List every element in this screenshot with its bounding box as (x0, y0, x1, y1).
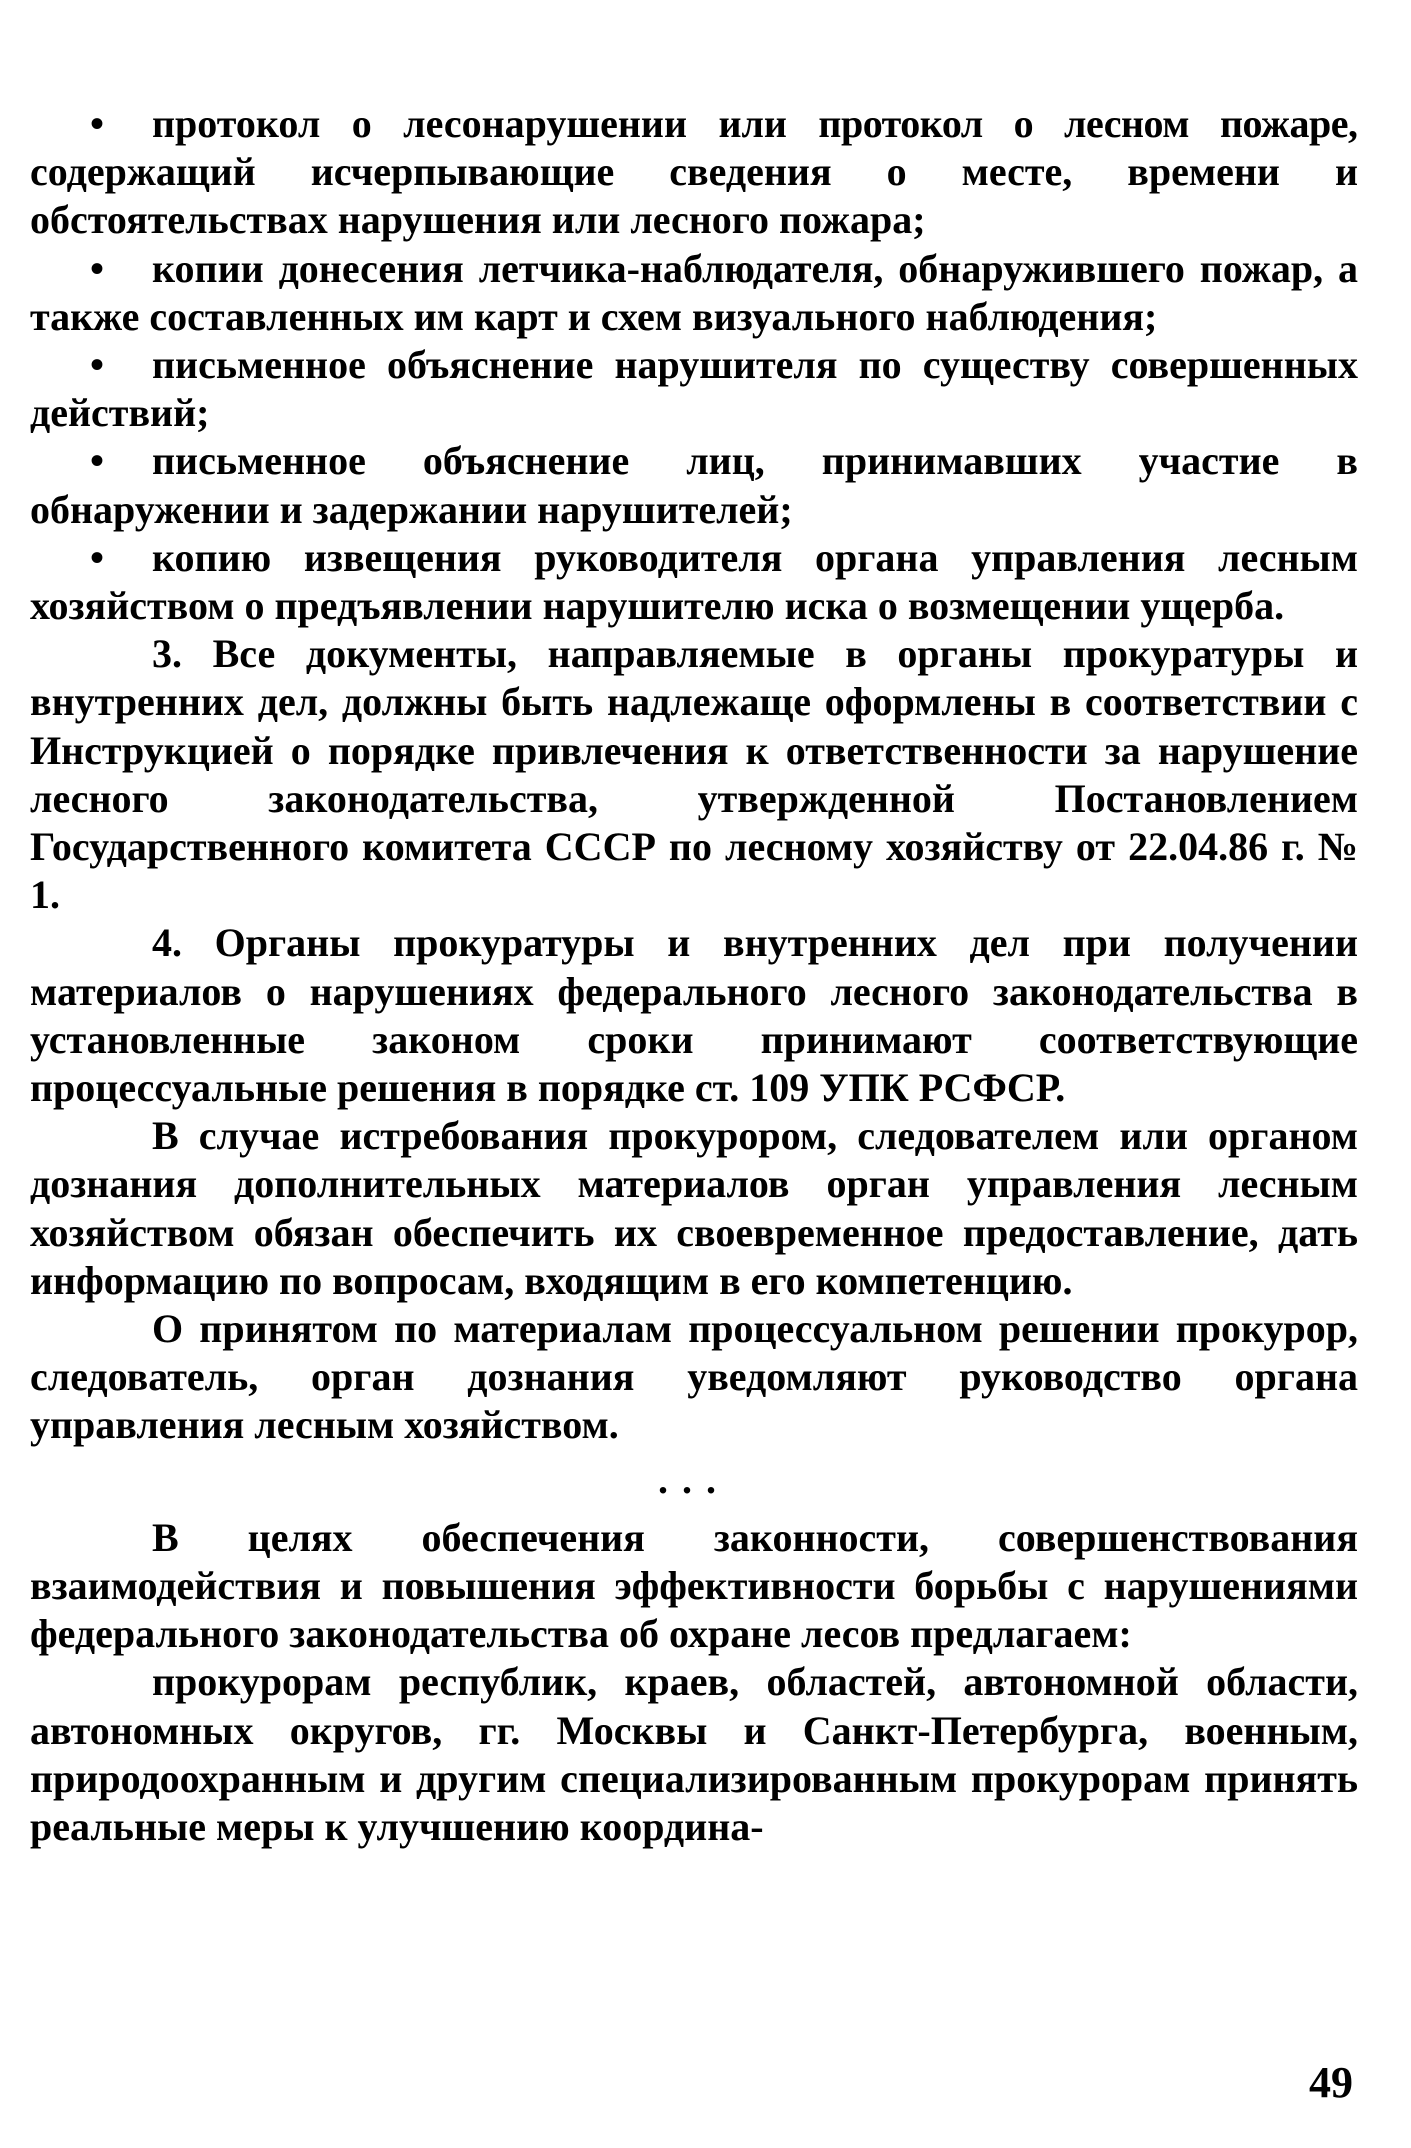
bullet-text: копию извещения руководителя органа управления лесным хозяйством о предъявлении нарушителю иска о возмещении ущерба. (30, 534, 1358, 629)
paragraph-purpose: В целях обеспечения законности, совершенствования взаимодействия и повышения эффективности борьбы с нарушениями федерального законодательства об охране лесов предлагаем: (30, 1514, 1358, 1657)
bullet-item-2 (30, 245, 1358, 341)
bullet-icon: • (90, 438, 105, 484)
bullet-item-5 (30, 534, 1358, 630)
bullet-bold-phrase: протокол о лесном пожаре (818, 101, 1349, 146)
bullet-item-1 (30, 100, 1358, 245)
section-separator: ... (658, 1456, 730, 1502)
paragraph-3: 3. Все документы, направляемые в органы прокуратуры и внутренних дел, должны быть надлежаще оформлены в соответствии с Инструкцией о порядке привлечения к ответственности за нарушение лесного законодательства, утвержденной Постановлением Государственного комитета СССР по лесному хозяйству от 22.04.86 г. № 1. (30, 631, 1358, 918)
page-number: 49 (1309, 2058, 1353, 2107)
paragraph-4: 4. Органы прокуратуры и внутренних дел при получении материалов о нарушениях федерального лесного законодательства в установленные законом сроки принимают соответствующие процессуальные решения в порядке ст. 109 УПК РСФСР. (30, 920, 1358, 1111)
paragraph-prosecutors: прокурорам республик, краев, областей, автономной области, автономных округов, гг. Москвы и Санкт-Петербурга, военным, природоохранным и другим специализированным прокурорам принять реальные меры к улучшению координа- (30, 1659, 1358, 1849)
bullet-icon: • (90, 342, 105, 388)
bullet-icon: • (90, 534, 105, 580)
paragraph-notification: О принятом по материалам процессуальном решении прокурор, следователь, орган дознания уведомляют руководство органа управления лесным хозяйством. (30, 1306, 1358, 1448)
bullet-text: письменное объяснение лиц, принимавших участие в обнаружении и задержании нарушителей; (30, 438, 1358, 532)
paragraph-request: В случае истребования прокурором, следователем или органом дознания дополнительных материалов орган управления лесным хозяйством обязан обеспечить их своевременное предоставление, дать информацию по вопросам, входящим в его компетенцию. (30, 1113, 1358, 1303)
bullet-item-3 (30, 341, 1358, 437)
bullet-text-before: протокол о лесонарушении или (152, 101, 819, 146)
bullet-text-after: , содержащий исчерпывающие сведения о месте, времени и обстоятельствах нарушения или лесного пожара; (30, 101, 1359, 243)
bullet-text: копии донесения летчика-наблюдателя, обнаружившего пожар, а также составленных им карт и схем визуального наблюдения; (30, 245, 1358, 339)
bullet-icon: • (90, 101, 105, 146)
document-page (30, 100, 1358, 1851)
bullet-item-4 (30, 437, 1358, 533)
bullet-icon: • (90, 245, 105, 291)
bullet-text: письменное объяснение нарушителя по существу совершенных действий; (30, 342, 1358, 436)
